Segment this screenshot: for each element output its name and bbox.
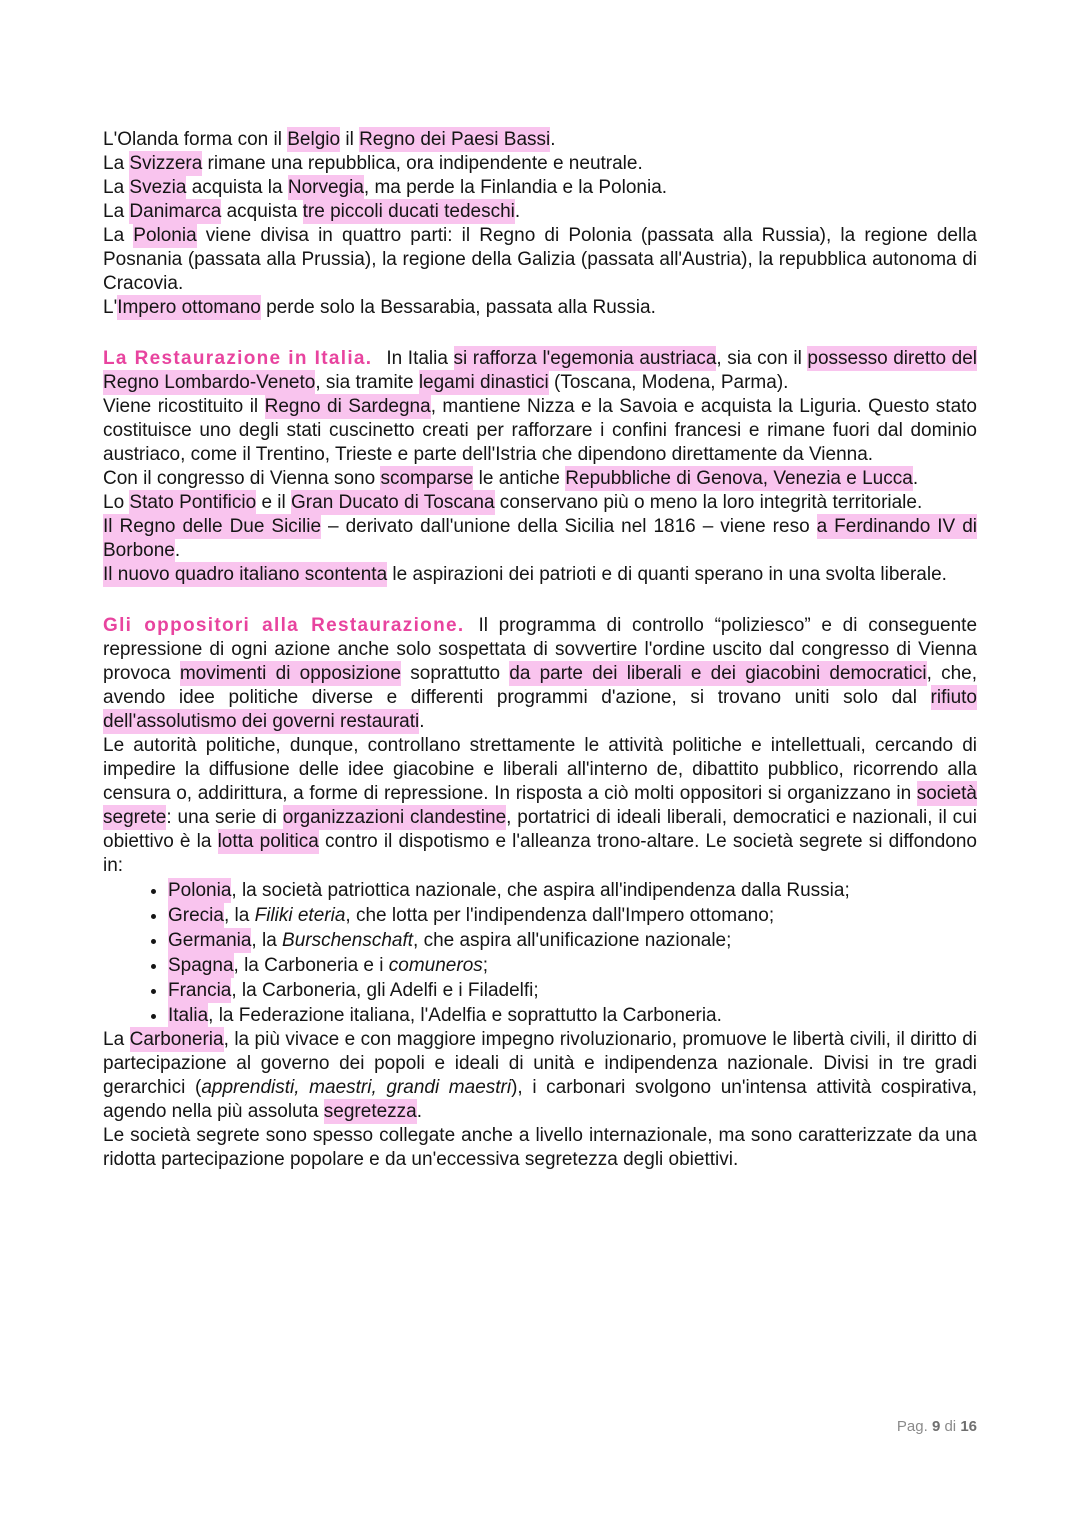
highlighted-text: lotta politica xyxy=(217,831,319,852)
highlighted-text: Il nuovo quadro italiano scontenta xyxy=(103,564,388,585)
section-2 xyxy=(103,347,977,587)
list-item xyxy=(168,1003,977,1028)
highlighted-text: Svezia xyxy=(129,177,187,198)
text-run: rimane una repubblica, ora indipendente e neutrale. xyxy=(202,153,643,174)
bullet-list xyxy=(103,878,977,1028)
highlighted-text: scomparse xyxy=(380,468,474,489)
highlighted-text: segretezza xyxy=(323,1101,417,1122)
text-run: acquista xyxy=(221,201,303,222)
highlighted-text: a Ferdinando IV di Borbone xyxy=(103,516,978,561)
text-run: , sia con il xyxy=(716,348,808,369)
highlighted-text: Regno dei Paesi Bassi xyxy=(359,129,551,150)
text-run: L' xyxy=(103,297,118,318)
paragraph xyxy=(103,614,977,734)
paragraph xyxy=(103,563,977,587)
paragraph xyxy=(103,296,977,320)
highlighted-text: Italia xyxy=(168,1005,209,1026)
document-body xyxy=(103,128,977,1172)
highlighted-text: Francia xyxy=(168,980,232,1001)
text-run: La xyxy=(103,153,130,174)
text-run: le antiche xyxy=(473,468,566,489)
text-run: : una serie di xyxy=(166,807,283,828)
highlighted-text: Danimarca xyxy=(129,201,222,222)
text-run: , portatrici di ideali liberali, democratici e nazionali, il cui obiettivo è la xyxy=(103,807,977,852)
text-run: . xyxy=(416,1101,423,1122)
paragraph xyxy=(103,152,977,176)
page-of-label: di xyxy=(944,1418,957,1435)
italic-text: apprendisti, maestri, grandi maestri xyxy=(201,1077,512,1098)
text-run: , la xyxy=(251,930,283,951)
text-run: , la xyxy=(223,905,255,926)
text-run: Con il congresso di Vienna sono xyxy=(103,468,381,489)
section-1 xyxy=(103,128,977,320)
paragraph xyxy=(103,224,977,296)
list-item xyxy=(168,903,977,928)
text-run: ; xyxy=(482,955,489,976)
highlighted-text: Polonia xyxy=(168,880,232,901)
text-run: perde solo la Bessarabia, passata alla Russia. xyxy=(260,297,656,318)
highlighted-text: Spagna xyxy=(168,955,234,976)
italic-text: Filiki eteria xyxy=(254,905,346,926)
text-run: , la Carboneria, gli Adelfi e i Filadelfi; xyxy=(231,980,539,1001)
text-run: , la società patriottica nazionale, che aspira all'indipendenza dalla Russia; xyxy=(231,880,850,901)
paragraph xyxy=(103,515,977,563)
paragraph xyxy=(103,347,977,395)
paragraph xyxy=(103,467,977,491)
highlighted-text: Il Regno delle Due Sicilie xyxy=(103,516,322,537)
highlighted-text: rifiuto dell'assolutismo dei governi restaurati xyxy=(103,687,977,732)
text-run: La xyxy=(103,201,130,222)
text-run: , ma perde la Finlandia e la Polonia. xyxy=(363,177,668,198)
italic-text: Burschenschaft xyxy=(282,930,414,951)
paragraph xyxy=(103,491,977,515)
text-run: Il programma di controllo “poliziesco” e di conseguente repressione di ogni azione anche solo sospettata di sovvertire l'ordine uscito dal congresso di Vienna provoca xyxy=(103,615,978,684)
paragraph xyxy=(103,734,977,878)
highlighted-text: Carboneria xyxy=(129,1029,224,1050)
paragraph xyxy=(103,128,977,152)
highlighted-text: Svizzera xyxy=(129,153,203,174)
text-run: La xyxy=(103,225,134,246)
section-heading: Gli oppositori alla Restaurazione. xyxy=(103,615,465,636)
page-number xyxy=(897,1417,977,1437)
list-item xyxy=(168,928,977,953)
text-run: . xyxy=(550,129,556,150)
text-run: Le autorità politiche, dunque, controllano strettamente le attività politiche e intellettuali, cercando di impedire la diffusione delle idee giacobine e liberali all'interno de, dibattito pubblico, ricorrendo alla censura o, addirittura, a forme di repressione. In risposta a ciò molti oppositori si organizzano in xyxy=(103,735,977,804)
text-run: , mantiene Nizza e la Savoia e acquista la Liguria. Questo stato costituisce uno degli stati cuscinetto creati per rafforzare i confini francesi e rimane fuori dal dominio austriaco, come il Trentino, Trieste e parte dell'Istria che dipendono direttamente da Vienna. xyxy=(103,396,977,465)
highlighted-text: Stato Pontificio xyxy=(129,492,257,513)
list-item xyxy=(168,978,977,1003)
highlighted-text: si rafforza l'egemonia austriaca xyxy=(453,348,717,369)
text-run: L'Olanda forma con il xyxy=(103,129,288,150)
highlighted-text: società segrete xyxy=(103,783,977,828)
total-pages: 16 xyxy=(960,1418,977,1435)
text-run: viene divisa in quattro parti: il Regno di Polonia (passata alla Russia), la regione della Posnania (passata alla Prussia), la regione della Galizia (passata all'Austria), la repubblica autonoma di Cracovia. xyxy=(103,225,977,294)
highlighted-text: movimenti di opposizione xyxy=(179,663,402,684)
text-run: – derivato dall'unione della Sicilia nel 1816 – viene reso xyxy=(321,516,817,537)
text-run: , che lotta per l'indipendenza dall'Impero ottomano; xyxy=(345,905,775,926)
highlighted-text: Grecia xyxy=(168,905,224,926)
highlighted-text: Belgio xyxy=(287,129,341,150)
text-run: e il xyxy=(256,492,292,513)
text-run: , la Federazione italiana, l'Adelfia e soprattutto la Carboneria. xyxy=(208,1005,722,1026)
text-run: acquista la xyxy=(186,177,288,198)
current-page: 9 xyxy=(931,1418,941,1435)
highlighted-text: Germania xyxy=(168,930,252,951)
text-run: Viene ricostituito il xyxy=(103,396,265,417)
text-run: ), i carbonari svolgono un'intensa attività cospirativa, agendo nella più assoluta xyxy=(103,1077,977,1122)
text-run: . xyxy=(419,711,425,732)
highlighted-text: Repubbliche di Genova, Venezia e Lucca xyxy=(565,468,913,489)
text-run: (Toscana, Modena, Parma). xyxy=(548,372,789,393)
section-heading: La Restaurazione in Italia. xyxy=(103,348,373,369)
list-item xyxy=(168,953,977,978)
text-run: , la più vivace e con maggiore impegno rivoluzionario, promuove le libertà civili, il diritto di partecipazione al governo dei popoli e ideali di unità e indipendenza nazionale. Divisi in tre gradi gerarchici ( xyxy=(103,1029,977,1098)
highlighted-text: Regno di Sardegna xyxy=(264,396,431,417)
highlighted-text: Gran Ducato di Toscana xyxy=(291,492,495,513)
highlighted-text: possesso diretto del Regno Lombardo-Veneto xyxy=(103,348,977,393)
paragraph xyxy=(103,176,977,200)
text-run: , sia tramite xyxy=(315,372,419,393)
text-run: il xyxy=(340,129,360,150)
highlighted-text: organizzazioni clandestine xyxy=(282,807,507,828)
text-run: le aspirazioni dei patrioti e di quanti sperano in una svolta liberale. xyxy=(387,564,947,585)
text-run: La xyxy=(103,1029,130,1050)
italic-text: comuneros xyxy=(388,955,483,976)
text-run: , che aspira all'unificazione nazionale; xyxy=(413,930,732,951)
highlighted-text: da parte dei liberali e dei giacobini democratici xyxy=(509,663,927,684)
paragraph xyxy=(103,395,977,467)
highlighted-text: tre piccoli ducati tedeschi xyxy=(302,201,515,222)
text-run: Lo xyxy=(103,492,130,513)
text-run: , la Carboneria e i xyxy=(233,955,389,976)
text-run: soprattutto xyxy=(401,663,510,684)
highlighted-text: Norvegia xyxy=(287,177,364,198)
paragraph xyxy=(103,200,977,224)
highlighted-text: Polonia xyxy=(133,225,197,246)
text-run: . xyxy=(174,540,181,561)
paragraph xyxy=(103,1124,977,1172)
text-run: Le società segrete sono spesso collegate anche a livello internazionale, ma sono caratterizzate da una ridotta partecipazione popolare e da un'eccessiva segretezza degli obiettivi. xyxy=(103,1125,977,1170)
text-run: In Italia xyxy=(386,348,454,369)
page-label: Pag. xyxy=(896,1418,928,1435)
highlighted-text: legami dinastici xyxy=(418,372,549,393)
highlighted-text: Impero ottomano xyxy=(117,297,261,318)
text-run: , che, avendo idee politiche diverse e differenti programmi d'azione, si trovano uniti solo dal xyxy=(103,663,977,708)
paragraph xyxy=(103,1028,977,1124)
section-3 xyxy=(103,614,977,1172)
list-item xyxy=(168,878,977,903)
text-run: . xyxy=(912,468,919,489)
text-run: . xyxy=(514,201,521,222)
text-run: La xyxy=(103,177,130,198)
text-run: conservano più o meno la loro integrità territoriale. xyxy=(494,492,923,513)
text-run: contro il dispotismo e l'alleanza trono-altare. Le società segrete si diffondono in: xyxy=(103,831,977,876)
